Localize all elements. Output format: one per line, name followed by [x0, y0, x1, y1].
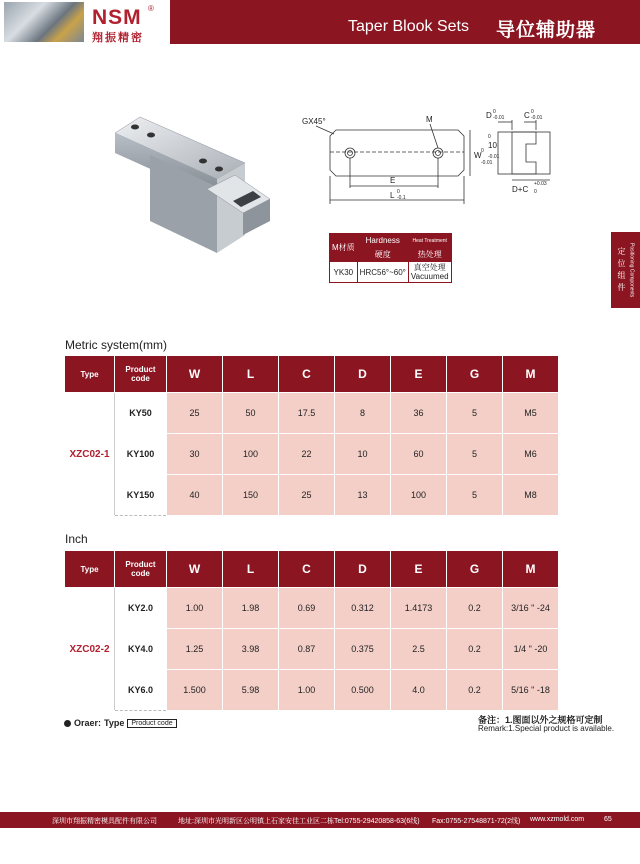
inch-section-title: Inch [65, 532, 88, 546]
value-l: 100 [223, 434, 279, 475]
metric-type-header: Type [65, 356, 115, 393]
material-table [329, 233, 452, 283]
product-code: KY100 [115, 434, 167, 475]
value-g: 5 [447, 475, 503, 516]
footer-page-number: 65 [604, 816, 612, 823]
material-value: YK30 [330, 262, 358, 283]
value-w: 1.500 [167, 670, 223, 711]
drawing-ten-label: 10 [488, 141, 497, 150]
metric-type-cell: XZC02-1 [65, 393, 115, 516]
remark-english: Remark:1.Special product is available. [478, 724, 615, 733]
value-g: 0.2 [447, 670, 503, 711]
metric-spec-table [64, 355, 559, 516]
footer-fax: Fax:0755-27548871-72(2线) [432, 818, 521, 825]
value-m: M6 [503, 434, 559, 475]
page-title-chinese: 导位辅助器 [496, 20, 597, 41]
inch-col-w: W [167, 551, 223, 588]
value-d: 8 [335, 393, 391, 434]
value-m: 3/16 " -24 [503, 588, 559, 629]
value-d: 0.312 [335, 588, 391, 629]
metric-col-m: M [503, 356, 559, 393]
drawing-l-lower: -0.1 [397, 195, 406, 201]
inch-col-e: E [391, 551, 447, 588]
product-thumbnail [4, 2, 84, 42]
value-d: 0.375 [335, 629, 391, 670]
order-type: Type [104, 718, 125, 728]
hardness-header-cn: 硬度 [357, 248, 408, 262]
inch-code-header: Product code [115, 551, 167, 588]
drawing-c-upper: 0 [531, 109, 534, 115]
drawing-l-upper: 0 [397, 189, 400, 195]
value-l: 50 [223, 393, 279, 434]
value-l: 5.98 [223, 670, 279, 711]
hardness-header-en: Hardness [357, 234, 408, 248]
table-row [65, 393, 559, 434]
metric-header-row [65, 356, 559, 393]
drawing-d-upper: 0 [493, 109, 496, 115]
inch-col-d: D [335, 551, 391, 588]
brand-chinese-name: 翔振精密 [92, 32, 144, 44]
material-label: M材质 [330, 234, 358, 262]
side-tab-english: Positioning Components [628, 242, 635, 298]
value-m: 5/16 " -18 [503, 670, 559, 711]
footer-company: 深圳市翔振精密模具配件有限公司 [52, 818, 157, 825]
inch-type-cell: XZC02-2 [65, 588, 115, 711]
value-e: 100 [391, 475, 447, 516]
product-code: KY4.0 [115, 629, 167, 670]
side-tab-chinese: 定位组件 [617, 247, 626, 292]
heat-value-en: Vacuumed [410, 272, 449, 281]
value-d: 13 [335, 475, 391, 516]
value-l: 1.98 [223, 588, 279, 629]
value-e: 1.4173 [391, 588, 447, 629]
table-row [65, 629, 559, 670]
value-c: 0.69 [279, 588, 335, 629]
value-m: M8 [503, 475, 559, 516]
table-row [65, 475, 559, 516]
metric-section-title: Metric system(mm) [65, 338, 167, 352]
value-w: 1.25 [167, 629, 223, 670]
value-g: 5 [447, 434, 503, 475]
heat-value [408, 262, 451, 283]
metric-col-c: C [279, 356, 335, 393]
product-code: KY6.0 [115, 670, 167, 711]
metric-col-e: E [391, 356, 447, 393]
heat-header-en: Heat Treatment [408, 234, 451, 248]
drawing-m-label: M [426, 115, 433, 124]
product-code: KY2.0 [115, 588, 167, 629]
table-row [65, 588, 559, 629]
page-title-english: Taper Blook Sets [348, 18, 469, 35]
technical-drawing [298, 108, 560, 218]
drawing-dc-lower: 0 [534, 189, 537, 195]
footer-tel: Tel:0755-29420858-63(6线) [334, 818, 420, 825]
heat-value-cn: 真空处理 [413, 263, 446, 272]
value-m: 1/4 " -20 [503, 629, 559, 670]
value-c: 22 [279, 434, 335, 475]
inch-col-m: M [503, 551, 559, 588]
value-g: 0.2 [447, 588, 503, 629]
inch-col-g: G [447, 551, 503, 588]
footer-bar [0, 812, 640, 828]
metric-code-header: Product code [115, 356, 167, 393]
value-g: 5 [447, 393, 503, 434]
registered-mark: ® [148, 4, 154, 13]
product-code: KY50 [115, 393, 167, 434]
inch-col-l: L [223, 551, 279, 588]
value-d: 10 [335, 434, 391, 475]
drawing-gx-label: GX45° [302, 117, 326, 126]
metric-col-d: D [335, 356, 391, 393]
value-w: 30 [167, 434, 223, 475]
hardness-value: HRC56°~60° [357, 262, 408, 283]
value-w: 1.00 [167, 588, 223, 629]
table-row [65, 670, 559, 711]
drawing-e-label: E [390, 176, 396, 185]
inch-type-header: Type [65, 551, 115, 588]
value-w: 40 [167, 475, 223, 516]
metric-col-w: W [167, 356, 223, 393]
drawing-ten-upper: 0 [488, 134, 491, 140]
value-e: 36 [391, 393, 447, 434]
value-l: 3.98 [223, 629, 279, 670]
value-c: 25 [279, 475, 335, 516]
value-w: 25 [167, 393, 223, 434]
value-c: 0.87 [279, 629, 335, 670]
side-category-tab [611, 232, 640, 308]
drawing-w-lower: -0.01 [481, 160, 493, 166]
order-product-code-box: Product code [127, 719, 176, 728]
table-row [65, 434, 559, 475]
footer-address: 地址:深圳市光明新区公明镇上石家安佳工业区二栋 [178, 818, 334, 825]
order-line [64, 718, 177, 728]
remark-chinese: 备注：1.图面以外之规格可定制 [478, 715, 603, 725]
value-l: 150 [223, 475, 279, 516]
inch-spec-table [64, 550, 559, 711]
footer-website: www.xzmold.com [530, 816, 585, 823]
drawing-d-lower: -0.01 [493, 115, 505, 121]
value-e: 2.5 [391, 629, 447, 670]
inch-header-row [65, 551, 559, 588]
drawing-c-lower: -0.01 [531, 115, 543, 121]
value-c: 1.00 [279, 670, 335, 711]
drawing-c-label: C [524, 111, 530, 120]
brand-logo: NSM [92, 6, 142, 29]
drawing-l-label: L [390, 191, 395, 200]
value-e: 60 [391, 434, 447, 475]
value-e: 4.0 [391, 670, 447, 711]
drawing-w-upper: 0 [481, 148, 484, 154]
heat-header-cn: 热处理 [408, 248, 451, 262]
drawing-w-label: W [474, 151, 482, 160]
order-label: Oraer: [74, 718, 102, 728]
value-d: 0.500 [335, 670, 391, 711]
product-photo [95, 95, 285, 255]
value-c: 17.5 [279, 393, 335, 434]
metric-col-l: L [223, 356, 279, 393]
value-g: 0.2 [447, 629, 503, 670]
drawing-dc-upper: +0.03 [534, 181, 547, 187]
bullet-icon [64, 720, 71, 727]
metric-col-g: G [447, 356, 503, 393]
drawing-d-label: D [486, 111, 492, 120]
product-code: KY150 [115, 475, 167, 516]
drawing-ten-lower: -0.01 [488, 154, 500, 160]
inch-col-c: C [279, 551, 335, 588]
value-m: M5 [503, 393, 559, 434]
drawing-dc-label: D+C [512, 185, 529, 194]
